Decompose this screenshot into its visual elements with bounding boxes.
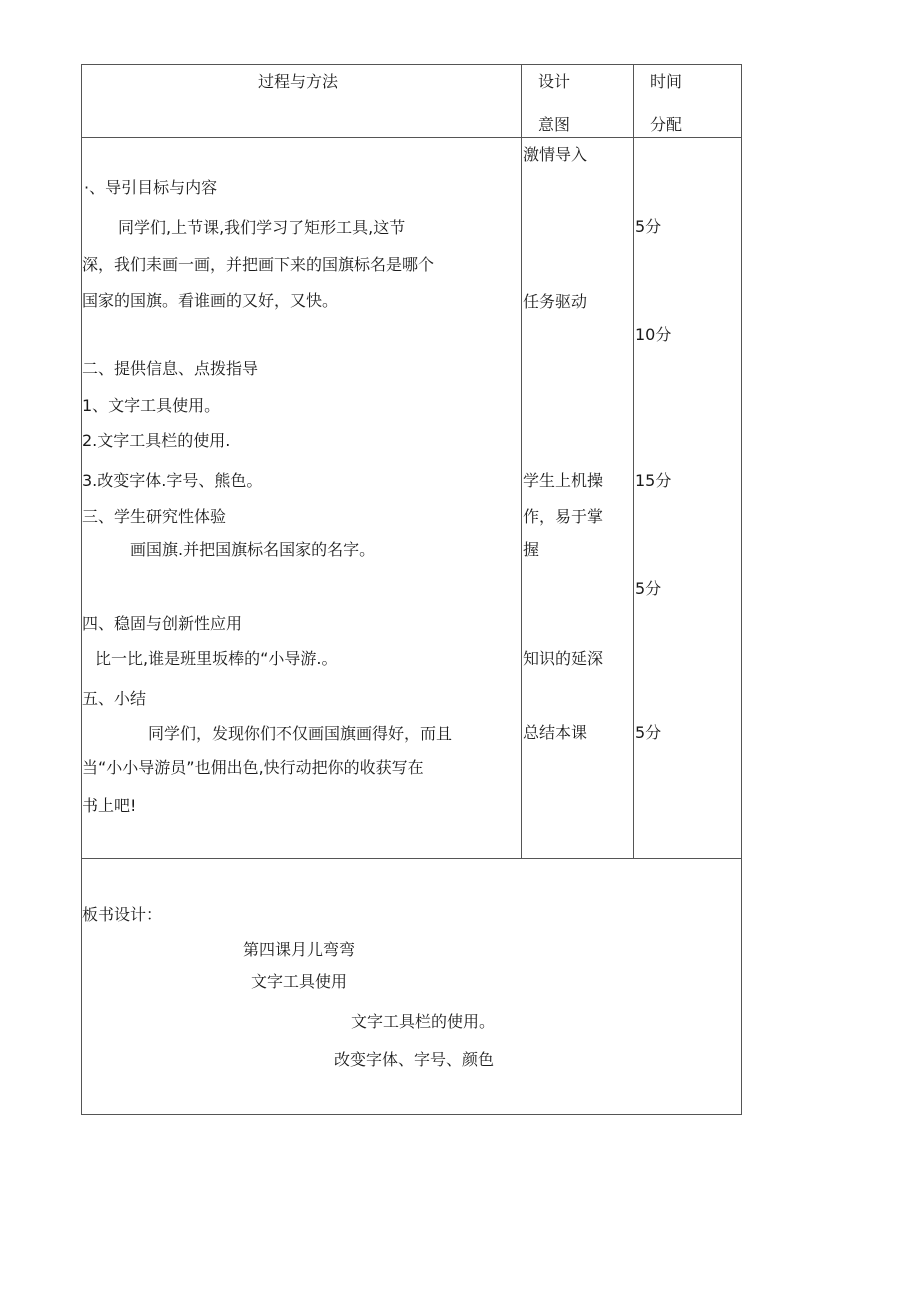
design-intent-5: 总结本课 bbox=[523, 723, 588, 742]
section5-para-line3: 书上吧! bbox=[82, 796, 137, 815]
time-allocation-4: 5分 bbox=[635, 579, 662, 598]
design-intent-2: 任务驱动 bbox=[523, 292, 588, 311]
time-allocation-3: 15分 bbox=[635, 471, 672, 490]
board-line3: 改变字体、字号、颜色 bbox=[334, 1050, 495, 1069]
section5-para-line2: 当“小小导游员”也佣出色,快行动把你的收获写在 bbox=[82, 758, 424, 777]
time-allocation-5: 5分 bbox=[635, 723, 662, 742]
section5-title: 五、小结 bbox=[82, 689, 147, 708]
column-divider-time bbox=[633, 64, 634, 859]
section4-title: 四、稳固与创新性应用 bbox=[82, 614, 243, 633]
header-time-line2: 分配 bbox=[650, 115, 683, 134]
header-time-line1: 时间 bbox=[650, 72, 683, 91]
time-allocation-1: 5分 bbox=[635, 217, 662, 236]
design-intent-3-line2: 作，易于掌 bbox=[523, 507, 604, 526]
header-design-line1: 设计 bbox=[538, 72, 571, 91]
section3-title: 三、学生研究性体验 bbox=[82, 507, 227, 526]
board-title: 第四课月儿弯弯 bbox=[243, 940, 356, 959]
column-divider-design bbox=[521, 64, 522, 859]
section4-para: 比一比,谁是班里坂棒的“小导游.。 bbox=[95, 649, 338, 668]
header-process-method: 过程与方法 bbox=[258, 72, 339, 91]
design-intent-3-line1: 学生上机操 bbox=[523, 471, 604, 490]
design-intent-3-line3: 握 bbox=[523, 540, 540, 559]
board-design-label: 板书设计： bbox=[82, 905, 163, 924]
section2-item2: 2.文字工具栏的使用. bbox=[82, 431, 231, 450]
design-intent-4: 知识的延深 bbox=[523, 649, 604, 668]
header-design-line2: 意图 bbox=[538, 115, 571, 134]
section1-title: ·、导引目标与内容 bbox=[84, 178, 218, 197]
board-line2: 文字工具栏的使用。 bbox=[351, 1012, 496, 1031]
section2-item1: 1、文字工具使用。 bbox=[82, 396, 221, 415]
design-intent-1: 激情导入 bbox=[523, 145, 588, 164]
section1-para-line3: 国家的国旗。看谁画的又好，又快。 bbox=[82, 291, 339, 310]
section2-title: 二、提供信息、点拨指导 bbox=[82, 359, 259, 378]
header-divider bbox=[81, 137, 742, 138]
time-allocation-2: 10分 bbox=[635, 325, 672, 344]
section1-para-line2: 深，我们耒画一画，并把画下来的国旗标名是哪个 bbox=[82, 255, 435, 274]
board-line1: 文字工具使用 bbox=[251, 972, 348, 991]
board-divider bbox=[81, 858, 742, 859]
section1-para-line1: 同学们,上节课,我们学习了矩形工具,这节 bbox=[118, 218, 406, 237]
section5-para-line1: 同学们，发现你们不仅画国旗画得好，而且 bbox=[148, 724, 453, 743]
section3-para: 画国旗.并把国旗标名国家的名字。 bbox=[130, 540, 376, 559]
section2-item3: 3.改变字体.字号、熊色。 bbox=[82, 471, 263, 490]
